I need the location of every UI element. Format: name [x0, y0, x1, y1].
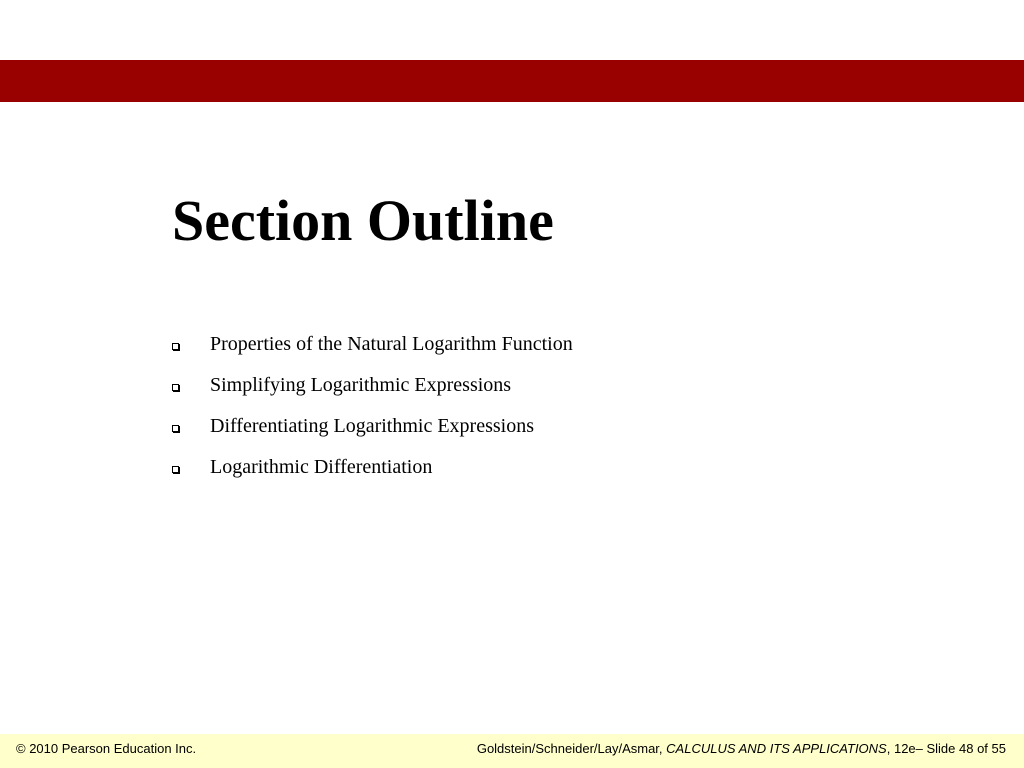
bullet-text: Simplifying Logarithmic Expressions	[210, 374, 512, 396]
slide-title: Section Outline	[172, 188, 554, 253]
bullet-text: Properties of the Natural Logarithm Function	[210, 333, 573, 355]
hollow-square-bullet-icon	[172, 466, 179, 473]
citation-text	[477, 741, 1006, 756]
top-accent-band	[0, 60, 1024, 102]
hollow-square-bullet-icon	[172, 343, 179, 350]
hollow-square-bullet-icon	[172, 425, 179, 432]
citation-book-title: CALCULUS AND ITS APPLICATIONS	[666, 741, 887, 756]
copyright-text: © 2010 Pearson Education Inc.	[16, 741, 197, 756]
bullet-text: Logarithmic Differentiation	[210, 456, 433, 478]
hollow-square-bullet-icon	[172, 384, 179, 391]
slide-footer	[0, 734, 1024, 768]
citation-authors: Goldstein/Schneider/Lay/Asmar,	[476, 741, 667, 756]
bullet-text: Differentiating Logarithmic Expressions	[210, 415, 534, 437]
citation-edition-slide: , 12e– Slide 48 of 55	[886, 741, 1006, 756]
